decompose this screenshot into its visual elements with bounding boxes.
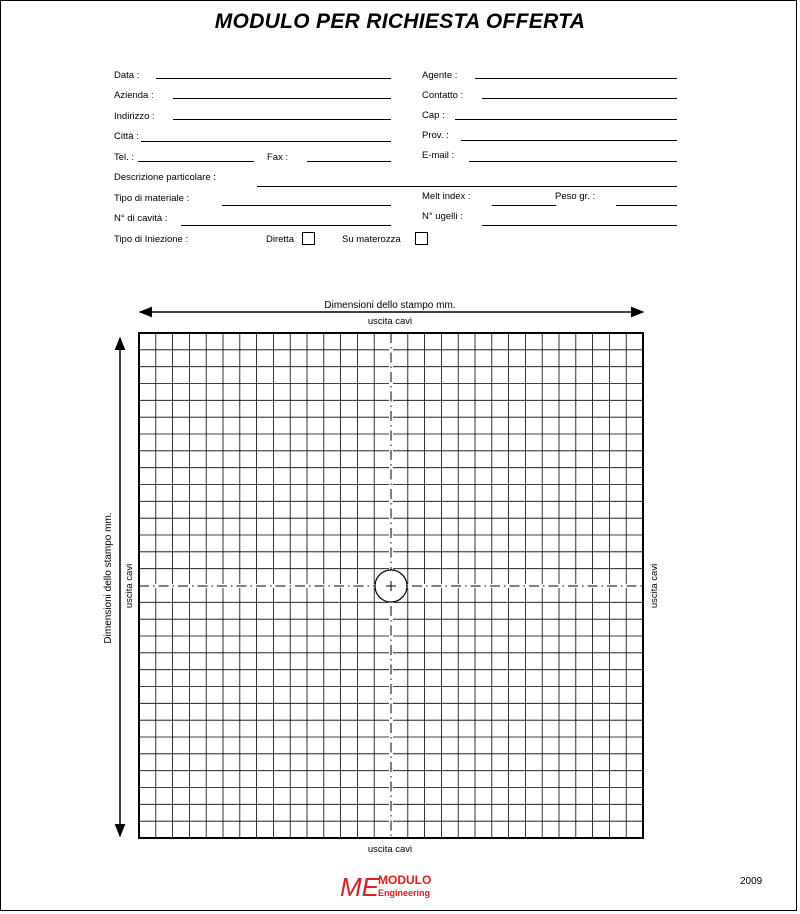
label-cap: Cap : xyxy=(422,110,445,121)
label-melt-index: Melt index : xyxy=(422,191,471,202)
label-azienda: Azienda : xyxy=(114,90,154,101)
label-uscita-right: uscita cavi xyxy=(649,563,660,609)
company-logo xyxy=(338,869,458,901)
label-data: Data : xyxy=(114,70,140,81)
label-descrizione: Descrizione particolare : xyxy=(114,172,216,183)
label-indirizzo: Indirizzo : xyxy=(114,111,155,122)
label-citta: Città : xyxy=(114,131,139,142)
logo-line1: MODULO xyxy=(378,873,432,887)
form-title: MODULO PER RICHIESTA OFFERTA xyxy=(214,10,586,33)
logo-line2: Engineering xyxy=(378,888,431,898)
label-fax: Fax : xyxy=(267,152,289,163)
label-peso: Peso gr. : xyxy=(555,191,596,202)
label-agente: Agente : xyxy=(422,70,458,81)
label-uscita-top: uscita cavi xyxy=(367,316,413,327)
label-uscita-left: uscita cavi xyxy=(124,563,135,609)
label-dim-left: Dimensioni dello stampo mm. xyxy=(103,512,114,644)
label-diretta: Diretta xyxy=(266,234,294,245)
logo-mark: ME xyxy=(340,872,379,901)
year-label: 2009 xyxy=(740,876,763,887)
label-email: E-mail : xyxy=(422,150,455,161)
label-tel: Tel. : xyxy=(114,152,135,163)
label-cavita: N° di cavità : xyxy=(114,213,168,224)
label-prov: Prov. : xyxy=(422,130,449,141)
label-iniezione: Tipo di Iniezione : xyxy=(114,234,189,245)
label-su-materozza: Su materozza xyxy=(342,234,401,245)
label-materiale: Tipo di materiale : xyxy=(114,193,190,204)
label-contatto: Contatto : xyxy=(422,90,464,101)
label-dim-top: Dimensioni dello stampo mm. xyxy=(324,300,456,311)
label-ugelli: N° ugelli : xyxy=(422,211,463,222)
label-uscita-bottom: uscita cavi xyxy=(367,844,413,855)
